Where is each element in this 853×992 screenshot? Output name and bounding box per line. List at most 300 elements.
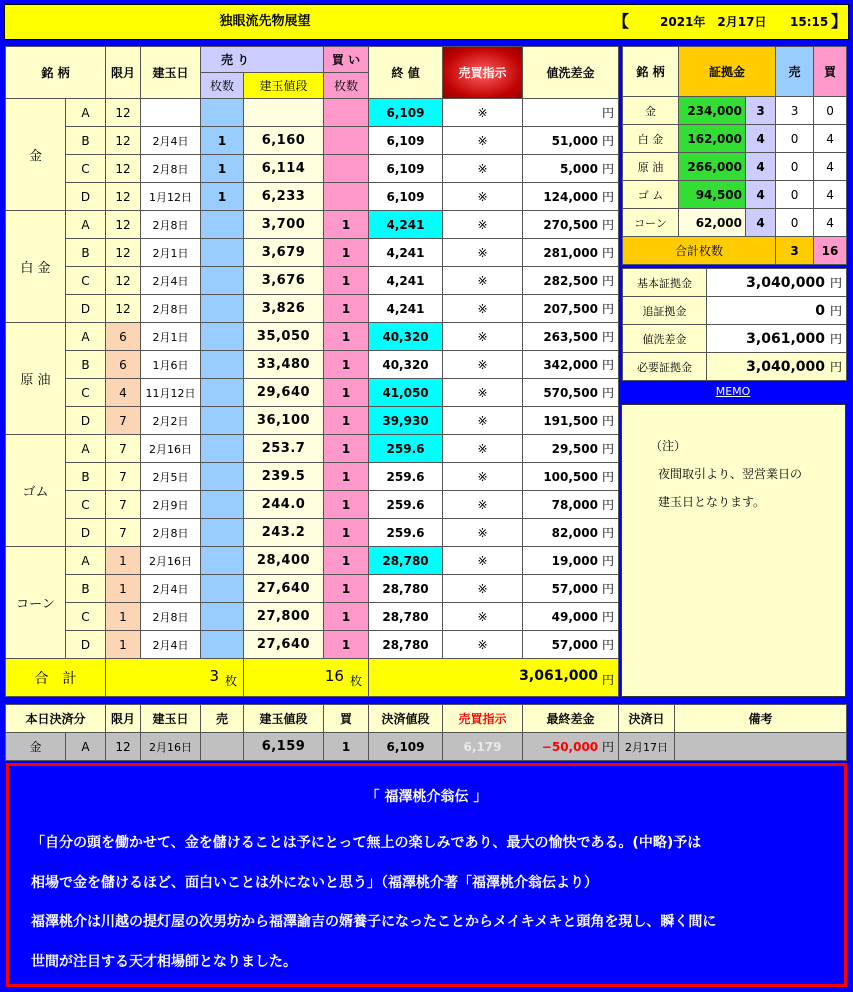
total-amount-cell bbox=[369, 659, 619, 697]
contract-label: C bbox=[66, 155, 106, 183]
entry-date: 2月4日 bbox=[141, 575, 201, 603]
settle-header-label: 本日決済分 bbox=[6, 705, 106, 733]
settle-header-sell: 売 bbox=[201, 705, 244, 733]
memo-panel bbox=[621, 404, 846, 697]
contract-label: B bbox=[66, 463, 106, 491]
entry-price: 239.5 bbox=[244, 463, 324, 491]
sell-count bbox=[201, 603, 244, 631]
sell-count bbox=[201, 211, 244, 239]
entry-price: 6,114 bbox=[244, 155, 324, 183]
sell-count bbox=[201, 491, 244, 519]
contract-label: D bbox=[66, 631, 106, 659]
instruction-mark: ※ bbox=[443, 183, 523, 211]
settle-settle-date: 2月17日 bbox=[619, 733, 675, 761]
close-price: 28,780 bbox=[369, 575, 443, 603]
summary-label: 追証拠金 bbox=[623, 297, 707, 325]
close-price: 6,109 bbox=[369, 183, 443, 211]
contract-month: 1 bbox=[106, 547, 141, 575]
margin-row bbox=[623, 125, 847, 153]
diff-cell bbox=[523, 239, 619, 267]
diff-cell bbox=[523, 435, 619, 463]
contract-label: B bbox=[66, 127, 106, 155]
sell-count bbox=[201, 547, 244, 575]
entry-date: 2月8日 bbox=[141, 155, 201, 183]
contract-month: 12 bbox=[106, 267, 141, 295]
sell-count: 1 bbox=[201, 127, 244, 155]
contract-month: 12 bbox=[106, 155, 141, 183]
diff-cell bbox=[523, 155, 619, 183]
entry-price: 29,640 bbox=[244, 379, 324, 407]
memo-note-label: （注） bbox=[650, 439, 687, 453]
entry-date: 1月12日 bbox=[141, 183, 201, 211]
memo-title[interactable]: MEMO bbox=[715, 385, 751, 398]
diff-cell bbox=[523, 407, 619, 435]
buy-count: 1 bbox=[324, 463, 369, 491]
settlement-table bbox=[5, 704, 847, 761]
diff-unit: 円 bbox=[601, 106, 614, 120]
position-row bbox=[6, 631, 619, 659]
close-price: 39,930 bbox=[369, 407, 443, 435]
sell-count bbox=[201, 575, 244, 603]
close-price: 6,109 bbox=[369, 99, 443, 127]
col-header-diff: 値洗差金 bbox=[523, 47, 619, 99]
buy-count bbox=[324, 183, 369, 211]
entry-price: 33,480 bbox=[244, 351, 324, 379]
diff-unit: 円 bbox=[601, 330, 614, 344]
margin-sell: 0 bbox=[776, 181, 814, 209]
contract-month: 7 bbox=[106, 491, 141, 519]
diff-value: 342,000 bbox=[543, 358, 598, 372]
sell-count bbox=[201, 435, 244, 463]
header-time: 15:15 bbox=[790, 15, 829, 29]
diff-value: 49,000 bbox=[551, 610, 598, 624]
diff-cell bbox=[523, 211, 619, 239]
bracket-close: 】 bbox=[831, 12, 848, 31]
entry-price bbox=[244, 99, 324, 127]
margin-total-label: 合計枚数 bbox=[623, 237, 776, 265]
diff-unit: 円 bbox=[601, 358, 614, 372]
sell-count: 1 bbox=[201, 183, 244, 211]
entry-date: 2月8日 bbox=[141, 519, 201, 547]
summary-unit: 円 bbox=[829, 304, 842, 318]
position-row bbox=[6, 435, 619, 463]
entry-price: 244.0 bbox=[244, 491, 324, 519]
settle-final-cell bbox=[523, 733, 619, 761]
summary-unit: 円 bbox=[829, 360, 842, 374]
summary-value-cell bbox=[707, 325, 847, 353]
entry-date: 2月4日 bbox=[141, 267, 201, 295]
entry-date: 2月8日 bbox=[141, 211, 201, 239]
diff-unit: 円 bbox=[601, 470, 614, 484]
contract-label: D bbox=[66, 295, 106, 323]
sell-count bbox=[201, 99, 244, 127]
settle-header-final: 最終差金 bbox=[523, 705, 619, 733]
diff-unit: 円 bbox=[601, 302, 614, 316]
col-header-meigara: 銘 柄 bbox=[6, 47, 106, 99]
summary-value: 3,040,000 bbox=[746, 275, 825, 291]
entry-price: 3,826 bbox=[244, 295, 324, 323]
buy-count: 1 bbox=[324, 211, 369, 239]
contract-label: B bbox=[66, 351, 106, 379]
buy-count: 1 bbox=[324, 323, 369, 351]
instruction-mark: ※ bbox=[443, 491, 523, 519]
entry-date: 2月8日 bbox=[141, 295, 201, 323]
margin-amount: 234,000 bbox=[679, 97, 746, 125]
diff-unit: 円 bbox=[601, 134, 614, 148]
contract-label: D bbox=[66, 407, 106, 435]
settle-month: 12 bbox=[106, 733, 141, 761]
diff-cell bbox=[523, 127, 619, 155]
position-row bbox=[6, 239, 619, 267]
margin-commodity: 金 bbox=[623, 97, 679, 125]
entry-price: 6,233 bbox=[244, 183, 324, 211]
margin-row bbox=[623, 209, 847, 237]
settle-header-month: 限月 bbox=[106, 705, 141, 733]
contract-label: C bbox=[66, 491, 106, 519]
col-header-tateday: 建玉日 bbox=[141, 47, 201, 99]
entry-date: 2月1日 bbox=[141, 323, 201, 351]
entry-date: 1月6日 bbox=[141, 351, 201, 379]
col-header-instruction: 売買指示 bbox=[443, 47, 523, 99]
settle-header-date: 建玉日 bbox=[141, 705, 201, 733]
margin-row bbox=[623, 181, 847, 209]
margin-commodity: 原 油 bbox=[623, 153, 679, 181]
buy-count: 1 bbox=[324, 435, 369, 463]
position-row bbox=[6, 211, 619, 239]
contract-label: C bbox=[66, 379, 106, 407]
diff-unit: 円 bbox=[601, 442, 614, 456]
buy-count: 1 bbox=[324, 407, 369, 435]
summary-value: 3,040,000 bbox=[746, 359, 825, 375]
sell-count bbox=[201, 379, 244, 407]
quote-line-1: 「自分の頭を働かせて、金を儲けることは予にとって無上の楽しみであり、最大の愉快である。(中略)予は bbox=[31, 835, 702, 851]
diff-cell bbox=[523, 99, 619, 127]
position-row bbox=[6, 351, 619, 379]
entry-price: 36,100 bbox=[244, 407, 324, 435]
summary-value: 3,061,000 bbox=[746, 331, 825, 347]
instruction-mark: ※ bbox=[443, 547, 523, 575]
diff-unit: 円 bbox=[601, 190, 614, 204]
contract-label: A bbox=[66, 547, 106, 575]
entry-date: 2月4日 bbox=[141, 631, 201, 659]
entry-price: 3,676 bbox=[244, 267, 324, 295]
margin-row bbox=[623, 153, 847, 181]
diff-cell bbox=[523, 491, 619, 519]
diff-cell bbox=[523, 631, 619, 659]
close-price: 6,109 bbox=[369, 155, 443, 183]
settle-name: 金 bbox=[6, 733, 66, 761]
position-row bbox=[6, 575, 619, 603]
close-price: 259.6 bbox=[369, 435, 443, 463]
contract-label: D bbox=[66, 519, 106, 547]
contract-label: C bbox=[66, 267, 106, 295]
close-price: 41,050 bbox=[369, 379, 443, 407]
buy-count: 1 bbox=[324, 603, 369, 631]
diff-value: 57,000 bbox=[551, 638, 598, 652]
position-row bbox=[6, 463, 619, 491]
margin-header-sell: 売 bbox=[776, 47, 814, 97]
margin-count: 3 bbox=[746, 97, 776, 125]
position-row bbox=[6, 379, 619, 407]
commodity-name: 原 油 bbox=[6, 323, 66, 435]
settle-final-unit: 円 bbox=[602, 740, 615, 754]
settle-header-settle-date: 決済日 bbox=[619, 705, 675, 733]
contract-month: 1 bbox=[106, 603, 141, 631]
entry-price: 35,050 bbox=[244, 323, 324, 351]
position-row bbox=[6, 519, 619, 547]
buy-count: 1 bbox=[324, 491, 369, 519]
position-row bbox=[6, 99, 619, 127]
margin-buy: 4 bbox=[814, 153, 847, 181]
settle-sell bbox=[201, 733, 244, 761]
diff-cell bbox=[523, 519, 619, 547]
diff-cell bbox=[523, 295, 619, 323]
buy-count bbox=[324, 155, 369, 183]
quote-line-4: 世間が注目する天才相場師となりました。 bbox=[31, 954, 297, 970]
commodity-name: 金 bbox=[6, 99, 66, 211]
settle-header-buy: 買 bbox=[324, 705, 369, 733]
entry-price: 253.7 bbox=[244, 435, 324, 463]
summary-row bbox=[623, 269, 847, 297]
diff-cell bbox=[523, 379, 619, 407]
margin-amount: 162,000 bbox=[679, 125, 746, 153]
total-label: 合 計 bbox=[6, 659, 106, 697]
diff-value: 124,000 bbox=[543, 190, 598, 204]
diff-cell bbox=[523, 323, 619, 351]
summary-row bbox=[623, 325, 847, 353]
margin-row bbox=[623, 97, 847, 125]
contract-month: 12 bbox=[106, 99, 141, 127]
diff-value: 29,500 bbox=[551, 442, 598, 456]
sell-count bbox=[201, 295, 244, 323]
positions-table bbox=[5, 46, 619, 697]
settle-final: −50,000 bbox=[541, 740, 599, 754]
margin-table bbox=[622, 46, 847, 265]
position-row bbox=[6, 407, 619, 435]
entry-price: 6,160 bbox=[244, 127, 324, 155]
instruction-mark: ※ bbox=[443, 99, 523, 127]
margin-commodity: コーン bbox=[623, 209, 679, 237]
diff-cell bbox=[523, 575, 619, 603]
summary-unit: 円 bbox=[829, 332, 842, 346]
close-price: 28,780 bbox=[369, 603, 443, 631]
close-price: 6,109 bbox=[369, 127, 443, 155]
sell-count bbox=[201, 267, 244, 295]
margin-header-meigara: 銘 柄 bbox=[623, 47, 679, 97]
diff-cell bbox=[523, 351, 619, 379]
margin-sell: 0 bbox=[776, 153, 814, 181]
diff-unit: 円 bbox=[601, 498, 614, 512]
summary-label: 必要証拠金 bbox=[623, 353, 707, 381]
margin-total-buy: 16 bbox=[814, 237, 847, 265]
total-sell-count: 3 bbox=[209, 666, 219, 685]
margin-count: 4 bbox=[746, 153, 776, 181]
diff-value: 570,500 bbox=[543, 386, 598, 400]
total-buy-unit: 枚 bbox=[349, 673, 362, 688]
close-price: 259.6 bbox=[369, 491, 443, 519]
settle-header-instruction: 売買指示 bbox=[443, 705, 523, 733]
diff-unit: 円 bbox=[601, 274, 614, 288]
sell-count bbox=[201, 351, 244, 379]
close-price: 4,241 bbox=[369, 211, 443, 239]
diff-unit: 円 bbox=[601, 554, 614, 568]
memo-note-line1: 夜間取引より、翌営業日の bbox=[658, 467, 803, 481]
close-price: 4,241 bbox=[369, 267, 443, 295]
instruction-mark: ※ bbox=[443, 575, 523, 603]
instruction-mark: ※ bbox=[443, 631, 523, 659]
quote-line-3: 福澤桃介は川越の提灯屋の次男坊から福澤諭吉の婿養子になったことからメイキメキと頭角を現し、瞬く間に bbox=[31, 914, 717, 930]
total-amount-unit: 円 bbox=[601, 672, 614, 687]
contract-month: 7 bbox=[106, 519, 141, 547]
diff-unit: 円 bbox=[601, 414, 614, 428]
settle-row bbox=[6, 733, 847, 761]
diff-value: 82,000 bbox=[551, 526, 598, 540]
contract-label: A bbox=[66, 99, 106, 127]
close-price: 4,241 bbox=[369, 295, 443, 323]
contract-label: A bbox=[66, 211, 106, 239]
col-header-maisu-buy: 枚数 bbox=[324, 73, 369, 99]
diff-value: 281,000 bbox=[543, 246, 598, 260]
diff-cell bbox=[523, 547, 619, 575]
contract-month: 12 bbox=[106, 127, 141, 155]
close-price: 40,320 bbox=[369, 323, 443, 351]
contract-month: 7 bbox=[106, 463, 141, 491]
diff-value: 191,500 bbox=[543, 414, 598, 428]
position-row bbox=[6, 491, 619, 519]
diff-value: 270,500 bbox=[543, 218, 598, 232]
sell-count: 1 bbox=[201, 155, 244, 183]
diff-unit: 円 bbox=[601, 610, 614, 624]
close-price: 28,780 bbox=[369, 631, 443, 659]
col-header-uri: 売 り bbox=[201, 47, 324, 73]
buy-count bbox=[324, 99, 369, 127]
diff-cell bbox=[523, 463, 619, 491]
settle-header-note: 備考 bbox=[675, 705, 847, 733]
settle-settle-price: 6,109 bbox=[369, 733, 443, 761]
contract-month: 6 bbox=[106, 351, 141, 379]
sell-count bbox=[201, 239, 244, 267]
sell-count bbox=[201, 463, 244, 491]
settle-header-settle-price: 決済値段 bbox=[369, 705, 443, 733]
buy-count: 1 bbox=[324, 575, 369, 603]
instruction-mark: ※ bbox=[443, 323, 523, 351]
buy-count: 1 bbox=[324, 547, 369, 575]
margin-buy: 0 bbox=[814, 97, 847, 125]
diff-unit: 円 bbox=[601, 162, 614, 176]
contract-label: A bbox=[66, 435, 106, 463]
summary-value-cell bbox=[707, 297, 847, 325]
instruction-mark: ※ bbox=[443, 127, 523, 155]
col-header-maisu-sell: 枚数 bbox=[201, 73, 244, 99]
contract-month: 1 bbox=[106, 575, 141, 603]
margin-count: 4 bbox=[746, 209, 776, 237]
col-header-close: 終 値 bbox=[369, 47, 443, 99]
position-row bbox=[6, 267, 619, 295]
summary-label: 基本証拠金 bbox=[623, 269, 707, 297]
diff-cell bbox=[523, 183, 619, 211]
entry-date: 2月1日 bbox=[141, 239, 201, 267]
diff-value: 5,000 bbox=[560, 162, 598, 176]
position-row bbox=[6, 183, 619, 211]
diff-value: 57,000 bbox=[551, 582, 598, 596]
memo-note-line2: 建玉日となります。 bbox=[658, 495, 766, 509]
settle-header-price: 建玉値段 bbox=[244, 705, 324, 733]
entry-date: 2月4日 bbox=[141, 127, 201, 155]
position-row bbox=[6, 155, 619, 183]
close-price: 259.6 bbox=[369, 463, 443, 491]
contract-month: 6 bbox=[106, 323, 141, 351]
contract-month: 4 bbox=[106, 379, 141, 407]
buy-count: 1 bbox=[324, 267, 369, 295]
margin-commodity: 白 金 bbox=[623, 125, 679, 153]
buy-count: 1 bbox=[324, 519, 369, 547]
instruction-mark: ※ bbox=[443, 239, 523, 267]
entry-date: 2月16日 bbox=[141, 547, 201, 575]
settle-label: A bbox=[66, 733, 106, 761]
summary-table bbox=[622, 268, 847, 381]
entry-date: 2月5日 bbox=[141, 463, 201, 491]
entry-price: 3,679 bbox=[244, 239, 324, 267]
entry-date: 2月8日 bbox=[141, 603, 201, 631]
diff-cell bbox=[523, 267, 619, 295]
contract-month: 7 bbox=[106, 407, 141, 435]
margin-sell: 3 bbox=[776, 97, 814, 125]
contract-month: 7 bbox=[106, 435, 141, 463]
diff-value: 100,500 bbox=[543, 470, 598, 484]
summary-value-cell bbox=[707, 353, 847, 381]
instruction-mark: ※ bbox=[443, 435, 523, 463]
buy-count: 1 bbox=[324, 379, 369, 407]
contract-label: B bbox=[66, 575, 106, 603]
settle-price: 6,159 bbox=[244, 733, 324, 761]
margin-buy: 4 bbox=[814, 181, 847, 209]
summary-row bbox=[623, 297, 847, 325]
contract-month: 12 bbox=[106, 211, 141, 239]
margin-sell: 0 bbox=[776, 209, 814, 237]
position-row bbox=[6, 323, 619, 351]
diff-unit: 円 bbox=[601, 582, 614, 596]
contract-label: A bbox=[66, 323, 106, 351]
buy-count bbox=[324, 127, 369, 155]
header-date: 2021年 2月17日 bbox=[660, 15, 767, 29]
total-row bbox=[6, 659, 619, 697]
diff-value: 78,000 bbox=[551, 498, 598, 512]
entry-price: 3,700 bbox=[244, 211, 324, 239]
position-row bbox=[6, 127, 619, 155]
contract-month: 1 bbox=[106, 631, 141, 659]
total-buy-count: 16 bbox=[324, 666, 344, 685]
margin-commodity: ゴ ム bbox=[623, 181, 679, 209]
buy-count: 1 bbox=[324, 239, 369, 267]
diff-unit: 円 bbox=[601, 246, 614, 260]
close-price: 259.6 bbox=[369, 519, 443, 547]
entry-date: 2月2日 bbox=[141, 407, 201, 435]
instruction-mark: ※ bbox=[443, 295, 523, 323]
close-price: 28,780 bbox=[369, 547, 443, 575]
diff-value: 282,500 bbox=[543, 274, 598, 288]
diff-unit: 円 bbox=[601, 386, 614, 400]
margin-total-row bbox=[623, 237, 847, 265]
margin-total-sell: 3 bbox=[776, 237, 814, 265]
close-price: 40,320 bbox=[369, 351, 443, 379]
margin-amount: 94,500 bbox=[679, 181, 746, 209]
instruction-mark: ※ bbox=[443, 379, 523, 407]
summary-value: 0 bbox=[815, 303, 825, 319]
commodity-name: 白 金 bbox=[6, 211, 66, 323]
sell-count bbox=[201, 519, 244, 547]
position-row bbox=[6, 603, 619, 631]
settle-date: 2月16日 bbox=[141, 733, 201, 761]
